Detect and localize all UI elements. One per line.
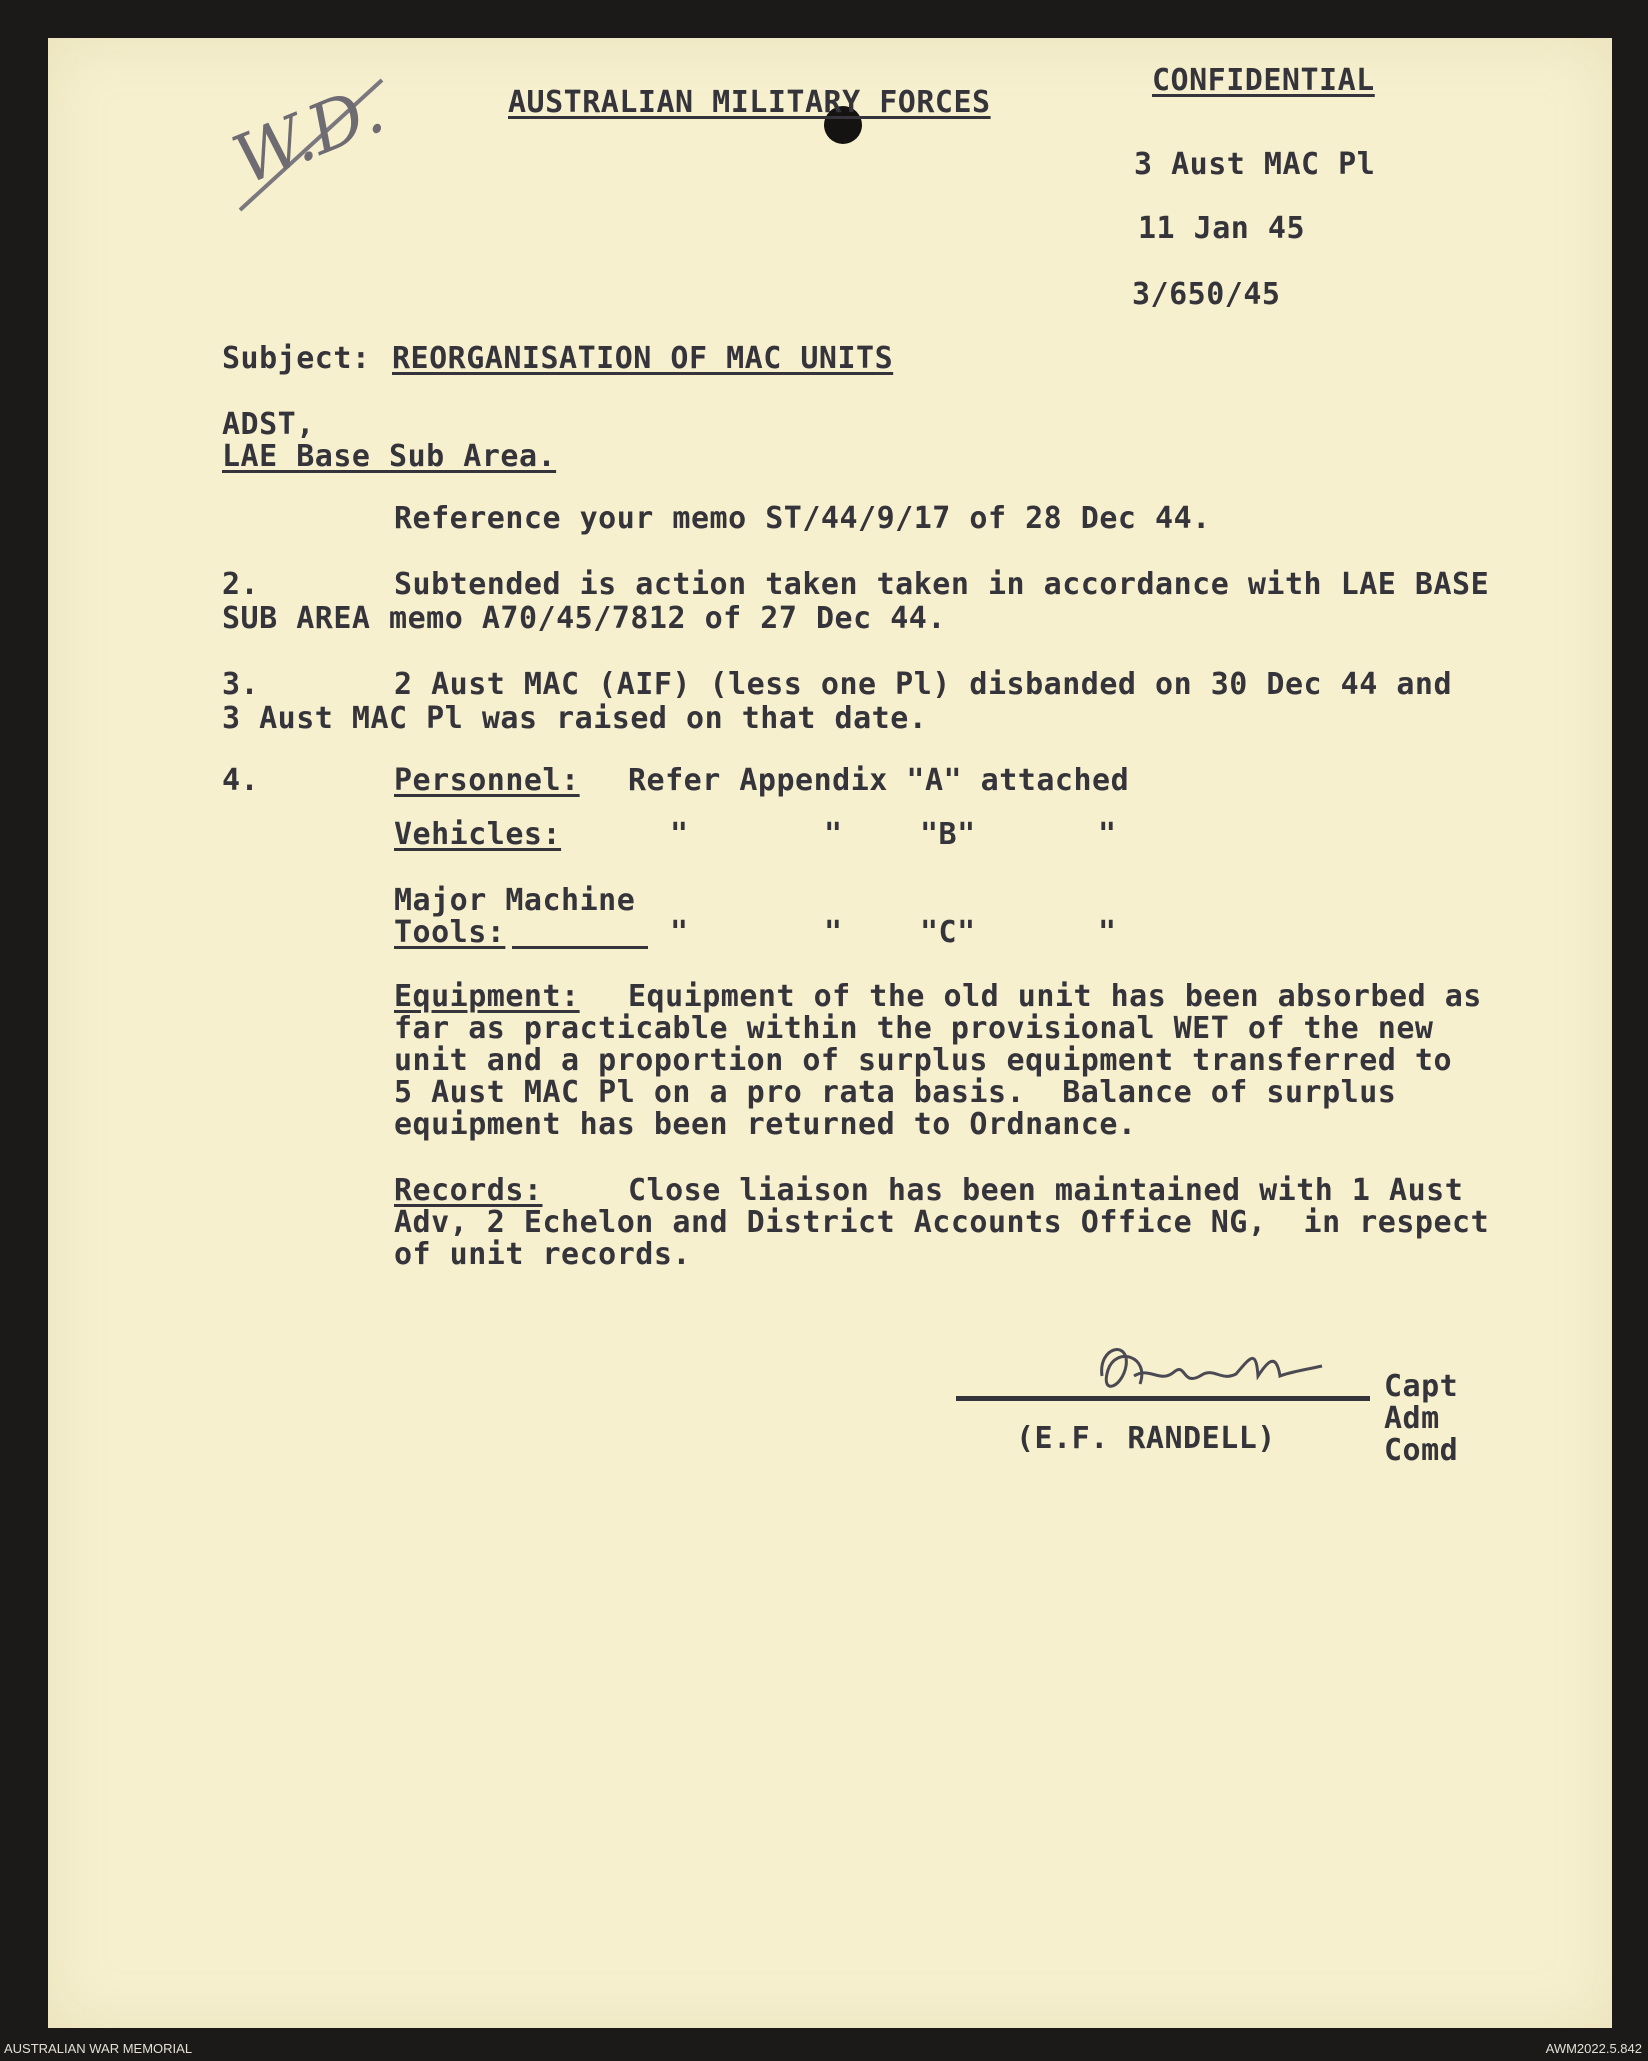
personnel-text: Refer Appendix "A" attached (628, 763, 1130, 798)
vehicles-ditto-2: " (824, 817, 843, 852)
records-line1: Close liaison has been maintained with 1 Aust (628, 1173, 1464, 1208)
vehicles-ditto-3: " (1098, 817, 1117, 852)
paragraph-3-line2: 3 Aust MAC Pl was raised on that date. (222, 701, 928, 736)
tools-ditto-2: " (824, 915, 843, 950)
records-line2: Adv, 2 Echelon and District Accounts Office NG, in respect (394, 1205, 1490, 1240)
paragraph-1: Reference your memo ST/44/9/17 of 28 Dec 44. (394, 501, 1211, 536)
addressee-line1: ADST, (222, 407, 315, 442)
equipment-line4: 5 Aust MAC Pl on a pro rata basis. Balance of surplus (394, 1075, 1397, 1110)
equipment-label: Equipment: (394, 979, 580, 1014)
paragraph-2-line1: Subtended is action taken taken in accordance with LAE BASE (394, 567, 1490, 602)
tools-ditto-1: " (670, 915, 689, 950)
file-reference: 3/650/45 (1132, 277, 1281, 312)
equipment-line1: Equipment of the old unit has been absorbed as (628, 979, 1482, 1014)
unit-designation: 3 Aust MAC Pl (1134, 147, 1376, 182)
tools-appendix: "C" (920, 915, 976, 950)
classification-label: CONFIDENTIAL (1152, 63, 1375, 98)
paragraph-2-number: 2. (222, 567, 260, 602)
footer-source: AUSTRALIAN WAR MEMORIAL (4, 2041, 193, 2056)
records-label: Records: (394, 1173, 543, 1208)
document-title: AUSTRALIAN MILITARY FORCES (508, 85, 991, 120)
footer-accession: AWM2022.5.842 (1545, 2041, 1642, 2056)
paragraph-4-number: 4. (222, 763, 260, 798)
vehicles-appendix: "B" (920, 817, 976, 852)
addressee-line2: LAE Base Sub Area. (222, 439, 557, 474)
paragraph-2-line2: SUB AREA memo A70/45/7812 of 27 Dec 44. (222, 601, 946, 636)
tools-underline-rule (512, 946, 648, 949)
tools-label-line2: Tools: (394, 915, 506, 950)
tools-ditto-3: " (1098, 915, 1117, 950)
handwritten-mark: W.D. (222, 70, 395, 201)
paragraph-3-number: 3. (222, 667, 260, 702)
vehicles-ditto-1: " (670, 817, 689, 852)
document-date: 11 Jan 45 (1138, 211, 1306, 246)
signatory-role-line2: Comd (1384, 1433, 1459, 1468)
records-line3: of unit records. (394, 1237, 691, 1272)
tools-label-line1: Major Machine (394, 883, 636, 918)
signatory-role-line1: Adm (1384, 1401, 1440, 1436)
vehicles-label: Vehicles: (394, 817, 562, 852)
personnel-label: Personnel: (394, 763, 580, 798)
equipment-line5: equipment has been returned to Ordnance. (394, 1107, 1137, 1142)
paragraph-3-line1: 2 Aust MAC (AIF) (less one Pl) disbanded on 30 Dec 44 and (394, 667, 1453, 702)
signatory-rank: Capt (1384, 1369, 1459, 1404)
subject-label: Subject: (222, 341, 371, 376)
equipment-line2: far as practicable within the provisional WET of the new (394, 1011, 1434, 1046)
subject-text: REORGANISATION OF MAC UNITS (392, 341, 894, 376)
signature-line (956, 1396, 1370, 1401)
equipment-line3: unit and a proportion of surplus equipment transferred to (394, 1043, 1453, 1078)
signatory-name: (E.F. RANDELL) (1016, 1421, 1276, 1456)
